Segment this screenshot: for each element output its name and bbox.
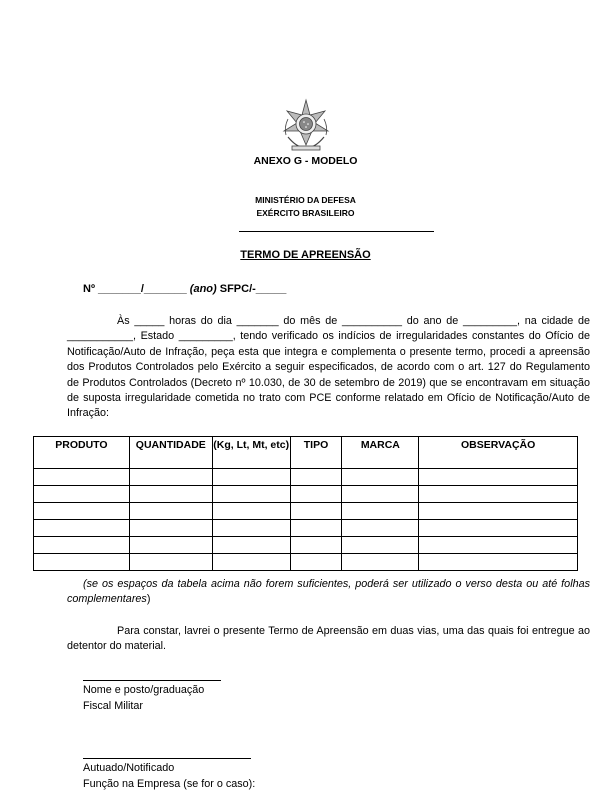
table-cell	[419, 469, 578, 486]
table-cell	[342, 537, 419, 554]
number-middle: _______	[144, 283, 190, 295]
year-label: (ano)	[190, 283, 217, 295]
brazil-coat-of-arms-icon	[278, 97, 334, 153]
col-header-unit: (Kg, Lt, Mt, etc)	[212, 437, 290, 469]
signature-notified-role: Função na Empresa (se for o caso):	[83, 777, 255, 792]
signature-fiscal-role: Fiscal Militar	[83, 699, 204, 715]
table-cell	[290, 486, 342, 503]
table-cell	[129, 486, 212, 503]
number-prefix: Nº _______/	[83, 283, 144, 295]
table-cell	[34, 503, 130, 520]
table-cell	[129, 520, 212, 537]
col-header-quantity: QUANTIDADE	[129, 437, 212, 469]
signature-line-notified	[83, 758, 251, 759]
apprehension-text: Às _____ horas do dia _______ do mês de __________ do ano de _________, na cidade de ___________, Estado _________, tendo verificado os indícios de irregularidades constantes do Ofício de Notificação/Auto de Infração, peça esta que integra e complementa o presente termo, procedi a apreensão dos Produtos Controlados pelo Exército a seguir especificados, de acordo com o art. 127 do Regulamento de Produtos Controlados (Decreto nº 10.030, de 30 de setembro de 2019) que se encontravam em situação de suposta irregularidade cometida no trato com PCE conforme relatado em Ofício de Notificação/Auto de Infração:	[67, 315, 590, 419]
col-header-brand: MARCA	[342, 437, 419, 469]
table-cell	[342, 554, 419, 571]
document-number-line	[83, 283, 286, 295]
table-cell	[212, 486, 290, 503]
table-cell	[342, 486, 419, 503]
table-cell	[212, 503, 290, 520]
products-table	[33, 436, 578, 571]
table-cell	[34, 469, 130, 486]
table-cell	[34, 486, 130, 503]
table-cell	[34, 554, 130, 571]
annex-title: ANEXO G - MODELO	[0, 155, 611, 167]
table-cell	[419, 503, 578, 520]
table-cell	[212, 469, 290, 486]
table-row	[34, 486, 578, 503]
table-cell	[34, 520, 130, 537]
table-note-text: (se os espaços da tabela acima não forem suficientes, poderá ser utilizado o verso desta ou até folhas complementares	[67, 578, 590, 605]
ministry-name: MINISTÉRIO DA DEFESA	[0, 194, 611, 207]
table-header-row	[34, 437, 578, 469]
table-cell	[34, 537, 130, 554]
signature-fiscal-name: Nome e posto/graduação	[83, 683, 204, 699]
table-cell	[290, 520, 342, 537]
table-cell	[342, 520, 419, 537]
closing-paragraph	[67, 624, 590, 655]
table-note	[67, 577, 590, 608]
table-cell	[342, 503, 419, 520]
signature-line-fiscal	[83, 680, 221, 681]
table-row	[34, 520, 578, 537]
table-cell	[212, 554, 290, 571]
header-divider	[239, 231, 434, 232]
table-row	[34, 537, 578, 554]
table-cell	[129, 554, 212, 571]
army-name: EXÉRCITO BRASILEIRO	[0, 207, 611, 220]
table-cell	[129, 503, 212, 520]
signature-block-fiscal	[83, 683, 204, 714]
table-cell	[129, 537, 212, 554]
table-cell	[212, 520, 290, 537]
term-title: TERMO DE APREENSÃO	[0, 249, 611, 261]
table-cell	[419, 520, 578, 537]
table-cell	[342, 469, 419, 486]
apprehension-paragraph	[67, 314, 590, 422]
table-cell	[419, 554, 578, 571]
table-cell	[212, 537, 290, 554]
signature-block-notified	[83, 761, 255, 792]
table-cell	[290, 469, 342, 486]
table-note-close: )	[147, 593, 151, 605]
table-cell	[290, 537, 342, 554]
table-cell	[129, 469, 212, 486]
ministry-header	[0, 194, 611, 220]
col-header-product: PRODUTO	[34, 437, 130, 469]
number-suffix: SFPC/-_____	[217, 283, 287, 295]
col-header-observation: OBSERVAÇÃO	[419, 437, 578, 469]
signature-notified-name: Autuado/Notificado	[83, 761, 255, 777]
col-header-type: TIPO	[290, 437, 342, 469]
table-cell	[290, 503, 342, 520]
table-cell	[419, 537, 578, 554]
table-row	[34, 469, 578, 486]
closing-text: Para constar, lavrei o presente Termo de Apreensão em duas vias, uma das quais foi entregue ao detentor do material.	[67, 625, 590, 652]
table-row	[34, 503, 578, 520]
table-cell	[419, 486, 578, 503]
table-row	[34, 554, 578, 571]
table-cell	[290, 554, 342, 571]
